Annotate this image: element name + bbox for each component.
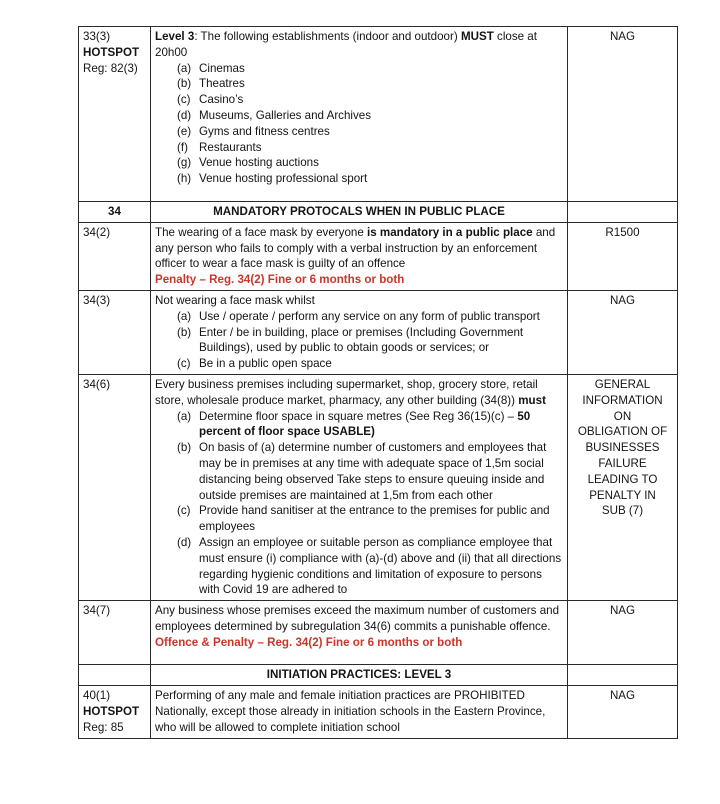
list-item: (a) Determine floor space in square metres (See Reg 36(15)(c) – 50 percent of floor space USABLE)	[177, 409, 531, 439]
section-title: INITIATION PRACTICES: LEVEL 3	[151, 665, 568, 686]
penalty-text: Offence & Penalty – Reg. 34(2) Fine or 6 months or both	[155, 635, 463, 649]
table-row	[79, 290, 678, 374]
list-item: (c) Provide hand sanitiser at the entrance to the premises for public and employees	[177, 504, 550, 534]
table-row	[79, 222, 678, 290]
description-lead: Every business premises including supermarket, shop, grocery store, retail store, wholesale produce market, pharmacy, any other building (34(8)) must	[155, 377, 546, 407]
condition-list	[155, 309, 563, 372]
reference-number: 34(7)	[79, 601, 151, 665]
description-text: Any business whose premises exceed the maximum number of customers and employees determined by subregulation 34(6) commits a punishable offence.	[155, 604, 560, 633]
list-item: (b) On basis of (a) determine number of customers and employees that may be in premises at any time with adequate space of 1,5m social distancing being observed Take steps to ensure queuing inside and outside premises are maintained at 1,5m from each other	[177, 441, 547, 502]
reference-cell	[79, 686, 151, 738]
penalty-code-cell: NAG	[568, 601, 678, 665]
list-item: (b) Theatres	[177, 77, 245, 91]
reference-number: 34(3)	[79, 290, 151, 374]
info-line: BUSINESSES	[585, 441, 660, 455]
list-item: (b) Enter / be in building, place or premises (Including Government Buildings), used by public to obtain goods or services; or	[177, 325, 524, 355]
hotspot-label: HOTSPOT	[83, 705, 140, 719]
penalty-text: Penalty – Reg. 34(2) Fine or 6 months or both	[155, 273, 405, 287]
penalty-code-cell: NAG	[568, 290, 678, 374]
description-lead: Level 3: The following establishments (indoor and outdoor) MUST close at 20h00	[155, 30, 537, 59]
list-item: (d) Museums, Galleries and Archives	[177, 108, 372, 122]
regulation-reference: Reg: 85	[83, 720, 124, 734]
penalty-code-cell: R1500	[568, 222, 678, 290]
list-item: (c) Casino’s	[177, 93, 244, 107]
hotspot-label: HOTSPOT	[83, 45, 140, 59]
description-lead: Not wearing a face mask whilst	[155, 293, 315, 307]
table-row	[79, 601, 678, 665]
reference-number: 34(6)	[79, 374, 151, 600]
penalty-code-cell: NAG	[568, 27, 678, 202]
table-row	[79, 686, 678, 738]
reference-cell	[79, 27, 151, 202]
regulation-reference: Reg: 82(3)	[83, 61, 138, 75]
penalty-code-cell: NAG	[568, 686, 678, 738]
list-item: (e) Gyms and fitness centres	[177, 124, 330, 138]
info-line: FAILURE	[598, 456, 647, 470]
table-row	[79, 374, 678, 600]
establishment-list	[155, 61, 563, 187]
list-item: (a) Use / operate / perform any service on any form of public transport	[177, 309, 540, 323]
section-empty-cell	[568, 665, 678, 686]
description-cell	[151, 374, 568, 600]
list-item: (h) Venue hosting professional sport	[177, 172, 368, 186]
section-number: 34	[79, 201, 151, 222]
section-empty-cell	[79, 665, 151, 686]
list-item: (c) Be in a public open space	[177, 357, 332, 371]
reference-number: 33(3)	[83, 30, 111, 43]
section-empty-cell	[568, 201, 678, 222]
list-item: (a) Cinemas	[177, 61, 245, 75]
general-information-cell	[568, 374, 678, 600]
info-line: LEADING TO	[587, 472, 658, 486]
description-cell	[151, 601, 568, 665]
section-header-row	[79, 201, 678, 222]
reference-number: 34(2)	[79, 222, 151, 290]
info-line: OBLIGATION OF	[577, 425, 668, 439]
list-item: (d) Assign an employee or suitable person as compliance employee that must ensure (i) compliance with (a)-(d) above and (ii) that all directions regarding hygienic conditions and limitation of exposure to persons with Covid 19 are adhered to	[177, 535, 562, 597]
section-title: MANDATORY PROTOCALS WHEN IN PUBLIC PLACE	[151, 201, 568, 222]
description-text: Performing of any male and female initiation practices are PROHIBITED Nationally, except those already in initiation schools in the Eastern Province, who will be allowed to complete initiation school	[151, 686, 568, 738]
section-header-row	[79, 665, 678, 686]
info-line: PENALTY IN	[589, 488, 656, 502]
info-line: GENERAL	[594, 377, 651, 391]
info-line: INFORMATION	[582, 393, 663, 407]
list-item: (f) Restaurants	[177, 140, 262, 154]
reference-number: 40(1)	[83, 689, 111, 703]
description-cell	[151, 222, 568, 290]
info-line: ON	[613, 409, 632, 423]
list-item: (g) Venue hosting auctions	[177, 156, 319, 170]
table-row	[79, 27, 678, 202]
description-cell	[151, 27, 568, 202]
regulations-table	[78, 26, 678, 739]
description-text: The wearing of a face mask by everyone is mandatory in a public place and any person who fails to comply with a verbal instruction by an enforcement officer to wear a face mask is guilty of an offence	[155, 225, 556, 271]
info-line: SUB (7)	[601, 504, 644, 518]
obligation-list	[155, 409, 563, 599]
description-cell	[151, 290, 568, 374]
